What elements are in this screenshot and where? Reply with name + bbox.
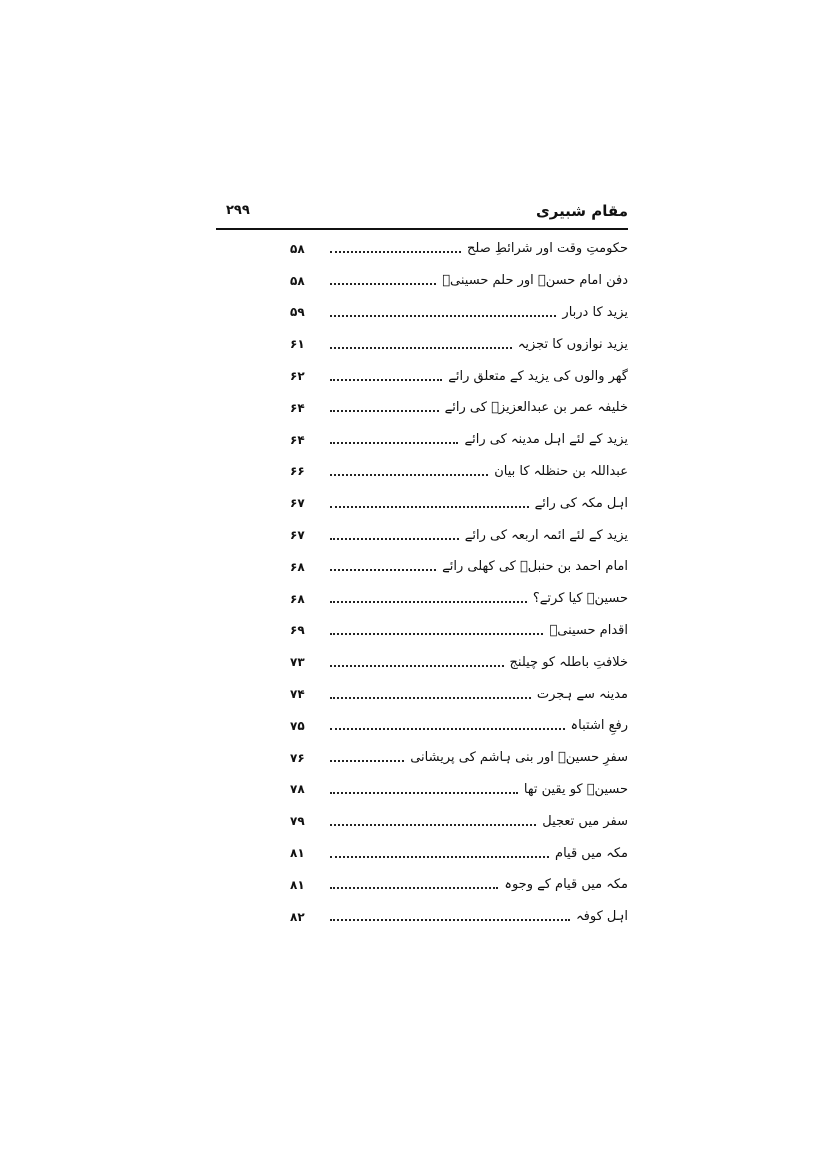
toc-page-number: ۷۶ [290, 750, 305, 765]
toc-dot-leader [330, 632, 543, 635]
toc-entry [280, 615, 628, 647]
toc-entry [280, 805, 628, 837]
page-header [216, 200, 628, 230]
toc-entry-title: یزید کے لئے اہل مدینہ کی رائے [464, 432, 628, 448]
toc-entry [280, 583, 628, 615]
toc-page-number: ۵۸ [290, 273, 305, 288]
toc-entry [280, 392, 628, 424]
toc-dot-leader [330, 855, 549, 858]
toc-page-number: ۶۸ [290, 591, 305, 606]
toc-entry-title: اہل کوفہ [576, 909, 628, 925]
toc-dot-leader [330, 664, 504, 667]
toc-entry [280, 774, 628, 806]
toc-page-number: ۷۸ [290, 782, 305, 797]
toc-entry [280, 742, 628, 774]
toc-dot-leader [330, 918, 570, 921]
toc-page-number: ۸۱ [290, 877, 305, 892]
toc-entry-title: خلافتِ باطلہ کو چیلنج [509, 654, 628, 670]
toc-entry-title: مکہ میں قیام [555, 845, 628, 861]
toc-dot-leader [330, 441, 458, 444]
toc-entry [280, 456, 628, 488]
toc-page-number: ۶۱ [290, 337, 305, 352]
toc-page-number: ۶۸ [290, 559, 305, 574]
toc-page-number: ۷۴ [290, 687, 305, 702]
toc-entry [280, 487, 628, 519]
toc-entry-title: حکومتِ وقت اور شرائطِ صلح [467, 241, 628, 257]
toc-entry-title: خلیفہ عمر بن عبدالعزیزؒ کی رائے [444, 400, 628, 416]
toc-entry [280, 519, 628, 551]
toc-entry-title: مکہ میں قیام کے وجوہ [504, 877, 628, 893]
toc-entry [280, 869, 628, 901]
toc-page-number: ۸۲ [290, 909, 305, 924]
toc-entry [280, 297, 628, 329]
toc-entry [280, 265, 628, 297]
toc-entry [280, 837, 628, 869]
toc-dot-leader [330, 727, 565, 730]
toc-page-number: ۵۹ [290, 305, 305, 320]
toc-entry-title: مدینہ سے ہجرت [536, 686, 628, 702]
toc-entry-title: دفن امام حسنؑ اور حلم حسینیؑ [442, 273, 628, 289]
toc-dot-leader [330, 409, 439, 412]
toc-entry-title: یزید کے لئے ائمہ اربعہ کی رائے [464, 527, 628, 543]
toc-entry-title: یزید نوازوں کا تجزیہ [517, 336, 628, 352]
toc-entry [280, 678, 628, 710]
toc-entry [280, 901, 628, 933]
running-title: مقام شبیری [535, 202, 628, 220]
toc-entry-title: حسینؑ کو یقین تھا [523, 781, 628, 797]
toc-entry-title: امام احمد بن حنبلؒ کی کھلی رائے [442, 559, 628, 575]
toc-page-number: ۵۸ [290, 241, 305, 256]
toc-dot-leader [330, 346, 512, 349]
toc-page-number: ۶۷ [290, 496, 305, 511]
toc-dot-leader [330, 473, 488, 476]
toc-page-number: ۷۹ [290, 814, 305, 829]
toc-entry [280, 710, 628, 742]
toc-dot-leader [330, 791, 518, 794]
toc-entry-title: حسینؑ کیا کرتے؟ [532, 591, 628, 607]
toc-dot-leader [330, 314, 556, 317]
toc-page-number: ۶۲ [290, 369, 305, 384]
toc-dot-leader [330, 759, 404, 762]
toc-entry [280, 233, 628, 265]
toc-entry [280, 360, 628, 392]
page-number: ۲۹۹ [226, 203, 250, 218]
header-divider [216, 228, 628, 230]
toc-entry [280, 424, 628, 456]
toc-entry-title: اقدام حسینیؑ [549, 622, 628, 638]
toc-entry-title: اہل مکہ کی رائے [534, 495, 628, 511]
table-of-contents [280, 233, 628, 933]
toc-page-number: ۷۳ [290, 655, 305, 670]
toc-page-number: ۶۴ [290, 400, 305, 415]
toc-dot-leader [330, 282, 436, 285]
toc-page-number: ۶۹ [290, 623, 305, 638]
toc-dot-leader [330, 600, 527, 603]
toc-entry-title: سفرِ حسینؑ اور بنی ہاشم کی پریشانی [410, 750, 628, 766]
toc-dot-leader [330, 378, 442, 381]
toc-page-number: ۶۶ [290, 464, 305, 479]
toc-entry [280, 646, 628, 678]
toc-page-number: ۷۵ [290, 718, 305, 733]
toc-dot-leader [330, 823, 536, 826]
toc-entry-title: یزید کا دربار [562, 304, 628, 320]
toc-dot-leader [330, 505, 529, 508]
toc-dot-leader [330, 568, 436, 571]
toc-dot-leader [330, 696, 531, 699]
toc-entry-title: رفعِ اشتباہ [570, 718, 628, 734]
toc-page-number: ۶۷ [290, 528, 305, 543]
toc-entry-title: عبداللہ بن حنظلہ کا بیان [494, 463, 628, 479]
toc-dot-leader [330, 886, 498, 889]
toc-entry-title: سفر میں تعجیل [542, 813, 628, 829]
toc-dot-leader [330, 250, 461, 253]
toc-page-number: ۶۴ [290, 432, 305, 447]
toc-entry [280, 551, 628, 583]
toc-dot-leader [330, 537, 459, 540]
toc-entry [280, 328, 628, 360]
toc-entry-title: گھر والوں کی یزید کے متعلق رائے [448, 368, 628, 384]
toc-page-number: ۸۱ [290, 846, 305, 861]
